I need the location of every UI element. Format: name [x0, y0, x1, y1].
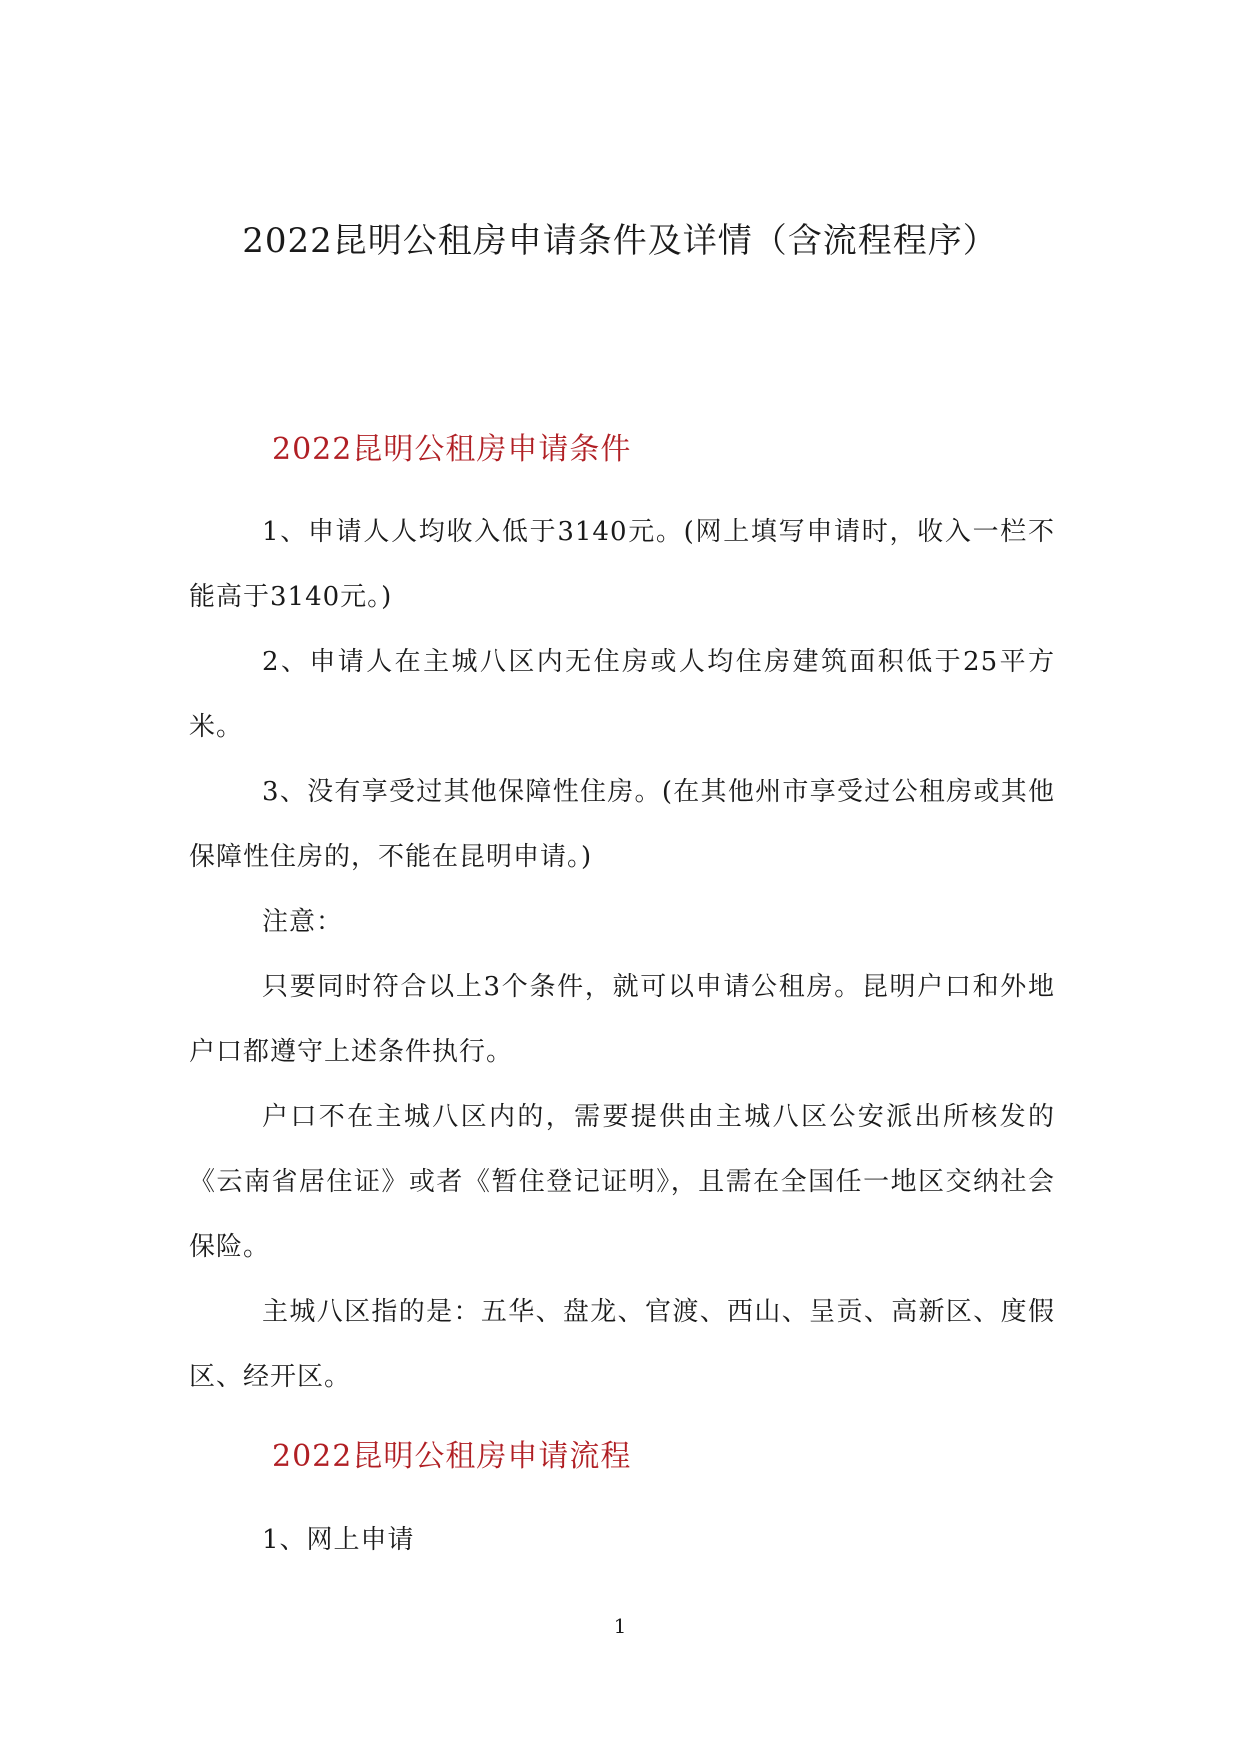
paragraph-process-1: 1、网上申请	[262, 1525, 415, 1555]
paragraph-note-1: 只要同时符合以上3个条件，就可以申请公租房。昆明户口和外地户口都遵守上述条件执行。	[189, 972, 1055, 1067]
page-title: 2022昆明公租房申请条件及详情（含流程程序）	[242, 221, 998, 261]
paragraph-condition-3: 3、没有享受过其他保障性住房。(在其他州市享受过公租房或其他保障性住房的，不能在昆明申请。)	[189, 777, 1055, 872]
page-number: 1	[613, 1614, 627, 1638]
paragraph-note-3: 主城八区指的是：五华、盘龙、官渡、西山、呈贡、高新区、度假区、经开区。	[189, 1297, 1055, 1392]
section-heading-process: 2022昆明公租房申请流程	[272, 1439, 632, 1474]
paragraph-note-label: 注意：	[262, 907, 344, 937]
paragraph-condition-2: 2、申请人在主城八区内无住房或人均住房建筑面积低于25平方米。	[189, 647, 1055, 742]
paragraph-note-2: 户口不在主城八区内的，需要提供由主城八区公安派出所核发的《云南省居住证》或者《暂住登记证明》，且需在全国任一地区交纳社会保险。	[189, 1102, 1055, 1262]
paragraph-condition-1: 1、申请人人均收入低于3140元。(网上填写申请时，收入一栏不能高于3140元。)	[189, 517, 1055, 612]
section-heading-conditions: 2022昆明公租房申请条件	[272, 432, 632, 467]
